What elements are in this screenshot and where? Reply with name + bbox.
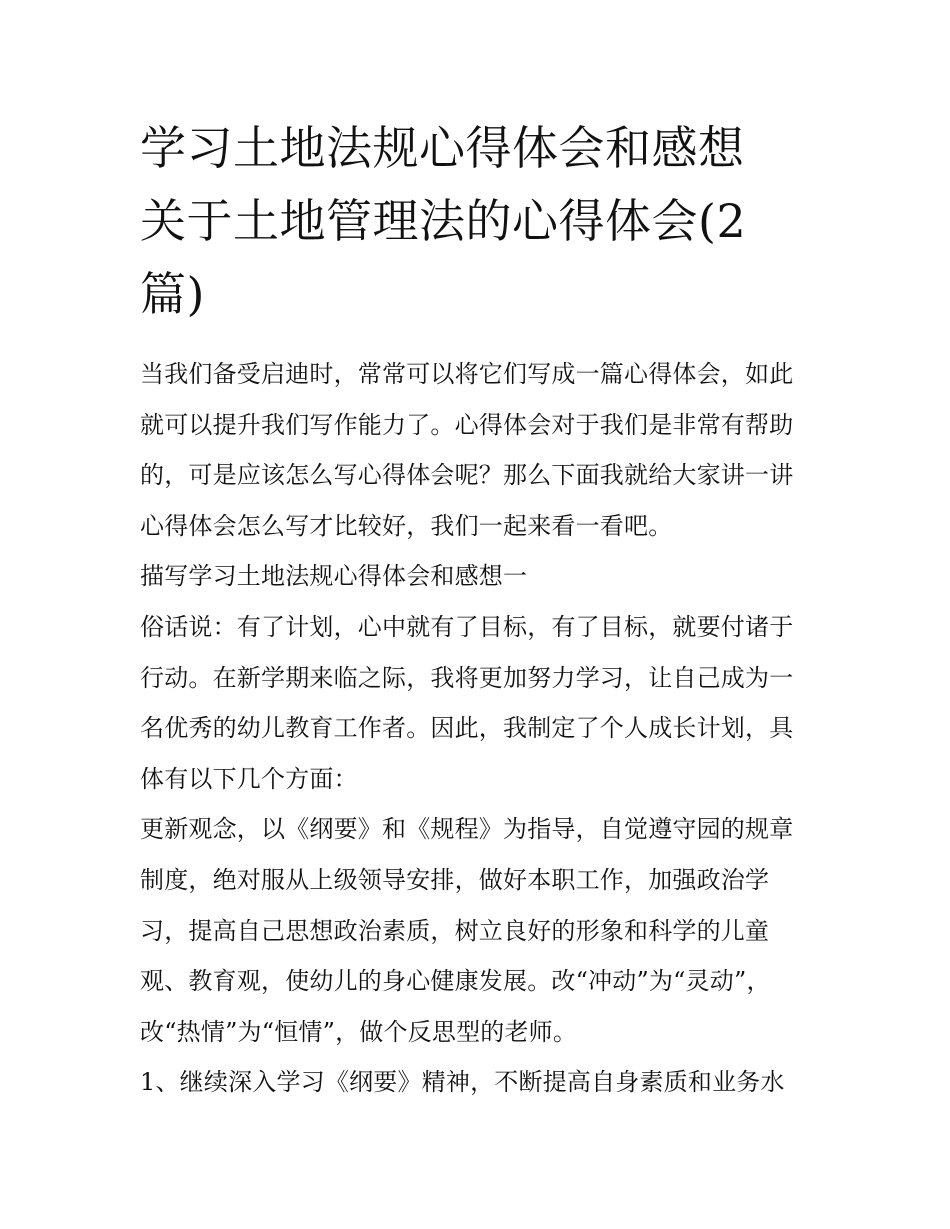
body-line: 当我们备受启迪时，常常可以将它们写成一篇心得体会，如此	[140, 360, 794, 388]
body-line: 行动。在新学期来临之际，我将更加努力学习，让自己成为一	[140, 663, 794, 692]
body-line: 制度，绝对服从上级领导安排，做好本职工作，加强政治学	[140, 865, 770, 894]
document-body	[140, 349, 815, 1108]
body-line: 心得体会怎么写才比较好，我们一起来看一看吧。	[140, 511, 673, 540]
body-line: 体有以下几个方面：	[140, 764, 358, 793]
body-line: 习，提高自己思想政治素质，树立良好的形象和科学的儿童	[140, 916, 770, 945]
document-content	[140, 112, 815, 1108]
body-line: 观、教育观，使幼儿的身心健康发展。改“冲动”为“灵动”，	[140, 967, 771, 996]
body-line: 的，可是应该怎么写心得体会呢？那么下面我就给大家讲一讲	[140, 461, 794, 490]
body-line: 更新观念，以《纲要》和《规程》为指导，自觉遵守园的规章	[140, 815, 794, 844]
body-line: 就可以提升我们写作能力了。心得体会对于我们是非常有帮助	[140, 410, 794, 439]
body-line: 俗话说：有了计划，心中就有了目标，有了目标，就要付诸于	[140, 612, 794, 641]
document-title	[140, 112, 815, 331]
body-line: 1、继续深入学习《纲要》精神，不断提高自身素质和业务水	[140, 1068, 785, 1097]
title-line-1: 学习土地法规心得体会和感想	[140, 121, 745, 175]
title-line-2: 关于土地管理法的心得体会(2	[140, 194, 747, 248]
title-line-3: 篇)	[140, 267, 205, 321]
body-line: 改“热情”为“恒情”，做个反思型的老师。	[140, 1017, 578, 1046]
section-heading: 描写学习土地法规心得体会和感想一	[140, 562, 528, 591]
body-line: 名优秀的幼儿教育工作者。因此，我制定了个人成长计划，具	[140, 714, 794, 743]
